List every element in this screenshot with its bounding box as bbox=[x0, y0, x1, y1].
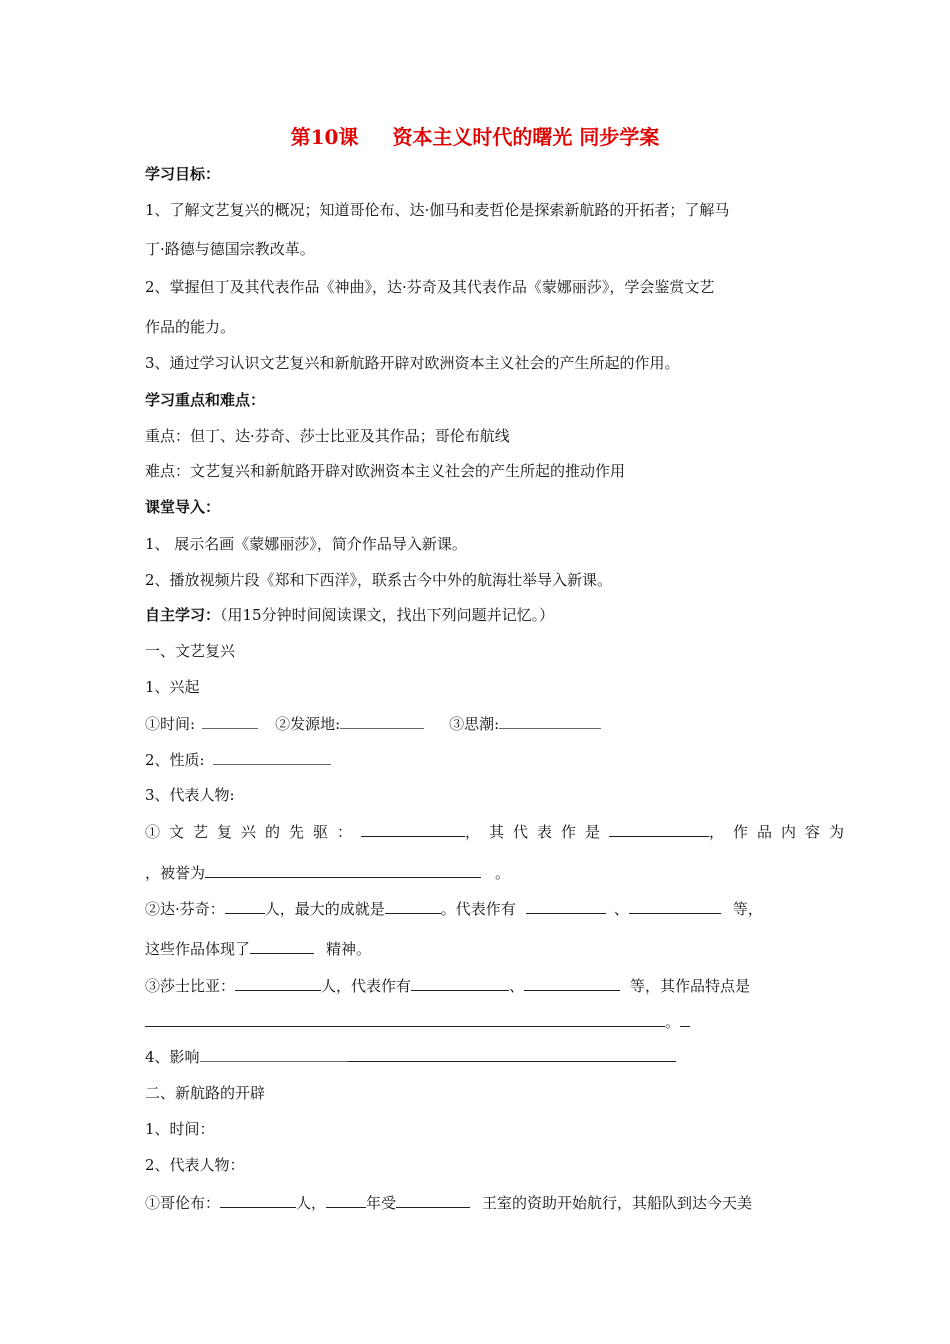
nature-label: 2、性质: bbox=[145, 751, 205, 769]
self-study-note: （用15分钟时间阅读课文，找出下列问题并记忆。） bbox=[220, 606, 555, 624]
praised-blank[interactable] bbox=[205, 862, 481, 878]
shakespeare-traits-tail bbox=[680, 1011, 690, 1027]
shakespeare-etc: 等，其作品特点是 bbox=[630, 977, 751, 995]
shakespeare-person-blank[interactable] bbox=[235, 975, 321, 991]
self-study-heading: 自主学习： bbox=[145, 606, 221, 624]
shakespeare-label: ③莎士比亚： bbox=[145, 977, 236, 995]
objective-2-line-1: 2、掌握但丁及其代表作品《神曲》，达·芬奇及其代表作品《蒙娜丽莎》，学会鉴赏文艺 bbox=[145, 278, 715, 296]
shakespeare-row bbox=[145, 975, 750, 996]
davinci-label: ②达·芬奇： bbox=[145, 900, 225, 918]
davinci-spirit-blank[interactable] bbox=[250, 938, 314, 954]
praised-label: ，被誉为 bbox=[145, 864, 206, 882]
praised-end: 。 bbox=[495, 864, 511, 882]
objectives-heading: 学习目标： bbox=[145, 165, 221, 183]
pioneer-work-label: ，其代表作是 bbox=[465, 823, 610, 841]
section-2-reps: 2、代表人物： bbox=[145, 1156, 245, 1174]
page-title bbox=[0, 124, 950, 150]
objective-2-line-2: 作品的能力。 bbox=[145, 318, 236, 336]
davinci-row-2 bbox=[145, 938, 371, 959]
columbus-tail: 王室的资助开始航行，其船队到达今天美 bbox=[482, 1194, 753, 1212]
objective-3: 3、通过学习认识文艺复兴和新航路开辟对欧洲资本主义社会的产生所起的作用。 bbox=[145, 354, 680, 372]
nature-blank[interactable] bbox=[213, 749, 331, 765]
section-1-heading: 一、文艺复兴 bbox=[145, 642, 236, 660]
shakespeare-traits-blank[interactable] bbox=[145, 1011, 665, 1027]
davinci-achievement-blank[interactable] bbox=[385, 898, 441, 914]
reps-heading: 3、代表人物: bbox=[145, 786, 235, 804]
davinci-spirit-end: 精神。 bbox=[326, 940, 372, 958]
davinci-works-label: 。代表作有 bbox=[440, 900, 516, 918]
pioneer-work-blank[interactable] bbox=[609, 821, 709, 837]
rise-heading: 1、兴起 bbox=[145, 678, 200, 696]
columbus-person-blank[interactable] bbox=[220, 1192, 296, 1208]
shakespeare-work-1-blank[interactable] bbox=[411, 975, 509, 991]
davinci-work-2-blank[interactable] bbox=[629, 898, 721, 914]
pioneer-content-label: ，作品内容为 bbox=[709, 823, 854, 841]
trend-blank[interactable] bbox=[499, 713, 601, 729]
origin-blank[interactable] bbox=[340, 713, 424, 729]
intro-item-1: 1、 展示名画《蒙娜丽莎》，简介作品导入新课。 bbox=[145, 535, 467, 553]
time-blank[interactable] bbox=[202, 713, 258, 729]
pioneer-label: ①文艺复兴的先驱： bbox=[145, 823, 362, 841]
difficulty-text: 难点：文艺复兴和新航路开辟对欧洲资本主义社会的产生所起的推动作用 bbox=[145, 462, 626, 480]
columbus-label: ①哥伦布： bbox=[145, 1194, 221, 1212]
shakespeare-sep: 、 bbox=[509, 977, 525, 995]
davinci-person-label: 人，最大的成就是 bbox=[264, 900, 385, 918]
columbus-royal-blank[interactable] bbox=[396, 1192, 470, 1208]
shakespeare-work-2-blank[interactable] bbox=[524, 975, 620, 991]
davinci-person-blank[interactable] bbox=[225, 898, 265, 914]
shakespeare-row-2 bbox=[145, 1011, 690, 1032]
lesson-title: 资本主义时代的曙光 同步学案 bbox=[392, 125, 660, 149]
focus-text: 重点：但丁、达·芬奇、莎士比亚及其作品；哥伦布航线 bbox=[145, 427, 510, 445]
section-2-heading: 二、新航路的开辟 bbox=[145, 1084, 266, 1102]
davinci-etc: 等， bbox=[732, 900, 763, 918]
shakespeare-person-label: 人，代表作有 bbox=[321, 977, 412, 995]
self-study-line bbox=[145, 605, 554, 625]
trend-label: ③思潮: bbox=[449, 715, 500, 733]
objective-1-line-2: 丁·路德与德国宗教改革。 bbox=[145, 240, 315, 258]
davinci-sep: 、 bbox=[613, 900, 629, 918]
davinci-spirit-label: 这些作品体现了 bbox=[145, 940, 251, 958]
section-2-time: 1、时间： bbox=[145, 1120, 215, 1138]
objective-1-line-1: 1、了解文艺复兴的概况；知道哥伦布、达·伽马和麦哲伦是探索新航路的开拓者；了解马 bbox=[145, 201, 730, 219]
columbus-year-blank[interactable] bbox=[326, 1192, 366, 1208]
columbus-year-label: 年受 bbox=[366, 1194, 397, 1212]
lesson-number: 第10课 bbox=[290, 125, 359, 149]
influence-row bbox=[145, 1046, 676, 1067]
shakespeare-end: 。 bbox=[665, 1013, 681, 1031]
nature-row bbox=[145, 749, 331, 770]
columbus-row bbox=[145, 1192, 752, 1213]
origin-label: ②发源地: bbox=[275, 715, 341, 733]
intro-heading: 课堂导入： bbox=[145, 498, 221, 516]
pioneer-row bbox=[145, 821, 853, 842]
praised-row bbox=[145, 862, 510, 883]
davinci-work-1-blank[interactable] bbox=[526, 898, 606, 914]
rise-blanks-row bbox=[145, 713, 601, 734]
pioneer-blank[interactable] bbox=[361, 821, 465, 837]
influence-blank-a[interactable] bbox=[200, 1046, 348, 1062]
intro-item-2: 2、播放视频片段《郑和下西洋》，联系古今中外的航海壮举导入新课。 bbox=[145, 571, 613, 589]
influence-blank-b[interactable] bbox=[348, 1046, 676, 1062]
time-label: ①时间: bbox=[145, 715, 196, 733]
keypoints-heading: 学习重点和难点： bbox=[145, 391, 266, 409]
davinci-row bbox=[145, 898, 763, 919]
influence-label: 4、影响 bbox=[145, 1048, 200, 1066]
columbus-person-label: 人， bbox=[296, 1194, 327, 1212]
